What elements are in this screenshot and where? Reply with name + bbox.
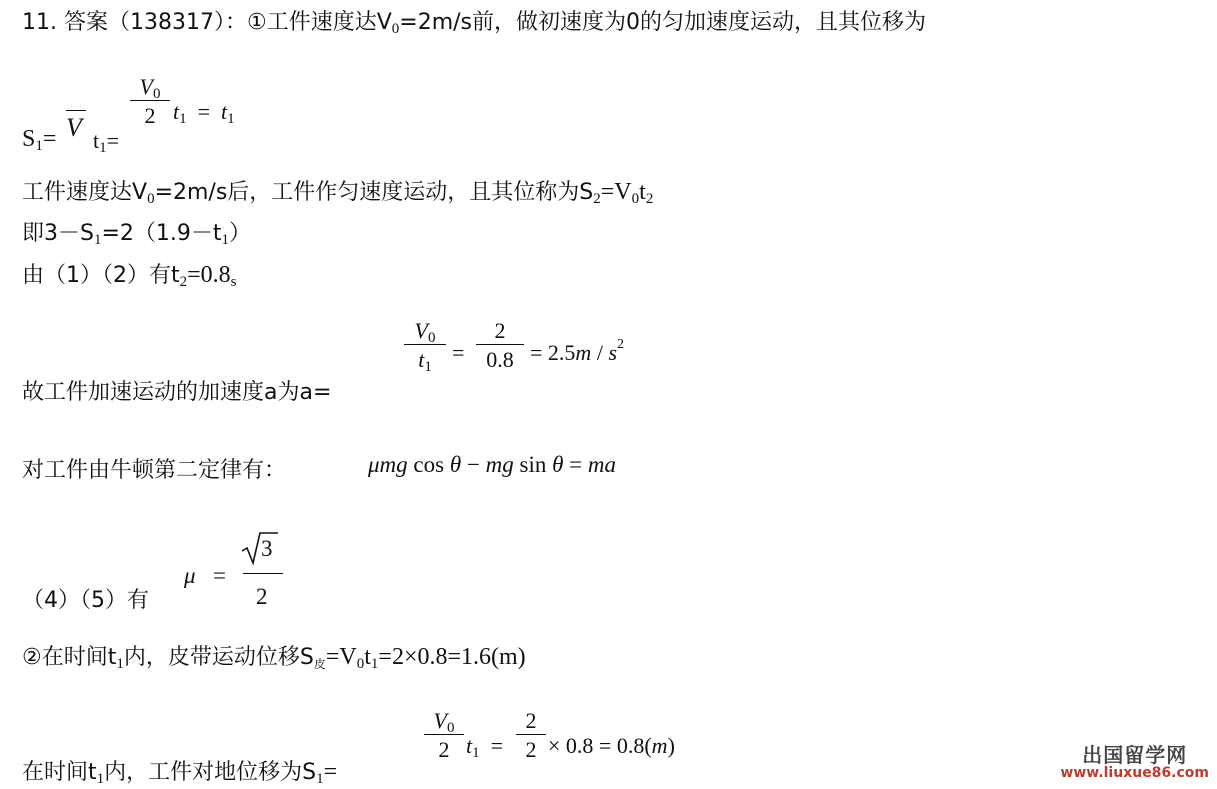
ground-fraction-1: $\frac{V_0}{2}$ bbox=[424, 708, 464, 763]
circle-1: ① bbox=[246, 10, 267, 35]
mu-fraction-bar bbox=[243, 573, 283, 574]
line9-a: 在时间t bbox=[41, 645, 117, 670]
eq1-fraction: $\frac{V_0}{2}$ bbox=[130, 74, 170, 129]
line8-label: （4）（5）有 bbox=[22, 588, 149, 613]
line-4 bbox=[22, 221, 252, 248]
line9-c: =V bbox=[325, 644, 357, 670]
line5-b: =0.8 bbox=[187, 262, 231, 288]
line3-sub2b: 2 bbox=[645, 191, 654, 207]
line5-sub2: 2 bbox=[179, 274, 188, 290]
eq1-vbar-line bbox=[66, 110, 86, 111]
newton-formula: μmg cos θ − mg sin θ = ma bbox=[368, 452, 617, 477]
line1-text-a: 工件速度达V bbox=[266, 10, 392, 35]
question-number: 11. 答案（138317）： bbox=[22, 10, 247, 35]
line10-sub1: 1 bbox=[96, 771, 105, 787]
accel-fraction-1: $\frac{V_0}{t_1}$ bbox=[404, 318, 446, 373]
circle-2: ② bbox=[22, 645, 42, 670]
mu-den: 2 bbox=[256, 584, 268, 609]
mu-eq: = bbox=[213, 563, 226, 588]
line4-sub1: 1 bbox=[93, 232, 102, 248]
line10-c: = bbox=[323, 759, 338, 785]
line10-a: 在时间t bbox=[22, 760, 97, 785]
watermark-logo bbox=[1060, 744, 1209, 781]
sqrt-sign bbox=[240, 527, 280, 567]
line3-sub0b: 0 bbox=[631, 191, 640, 207]
line9-e: =2×0.8=1.6(m) bbox=[378, 644, 526, 670]
accel-fraction-2: $\frac{2}{0.8}$ bbox=[476, 318, 524, 373]
line3-d: t bbox=[639, 179, 646, 205]
line4-sub1b: 1 bbox=[221, 232, 230, 248]
line4-c: ） bbox=[229, 221, 252, 246]
line3-sub0: 0 bbox=[147, 191, 155, 207]
line10-b: 内，工件对地位移为S bbox=[104, 760, 317, 785]
line-5 bbox=[22, 262, 237, 290]
eq1-t1: $t_1=$ bbox=[93, 128, 120, 156]
line4-a: 即3－S bbox=[22, 221, 94, 246]
watermark-url: www.liuxue86.com bbox=[1060, 764, 1209, 781]
line3-sub2: 2 bbox=[593, 191, 601, 207]
sqrt-radicand: 3 bbox=[261, 536, 273, 561]
line9-sub1: 1 bbox=[116, 656, 124, 672]
line5-sub-s: s bbox=[230, 274, 237, 290]
line3-a: 工件速度达V bbox=[22, 180, 148, 205]
ground-fraction-2: $\frac{2}{2}$ bbox=[516, 708, 546, 763]
line10-label bbox=[22, 759, 338, 787]
watermark-title: 出国留学网 bbox=[1082, 742, 1188, 767]
line-3 bbox=[22, 179, 654, 207]
accel-result: = $2.5m / s^2$ bbox=[530, 337, 624, 365]
line1-text-b: =2m/s前，做初速度为0的匀加速度运动，且其位移为 bbox=[399, 10, 926, 35]
line6-label: 故工件加速运动的加速度a为a= bbox=[22, 380, 332, 405]
line9-sub-pi: 皮 bbox=[313, 657, 326, 671]
line1-sub: 0 bbox=[391, 21, 400, 37]
line9-d: t bbox=[364, 644, 371, 670]
mu-symbol: μ bbox=[184, 563, 196, 588]
line7-label: 对工件由牛顿第二定律有： bbox=[22, 458, 287, 483]
line3-c: =V bbox=[600, 179, 632, 205]
line9-sub0: 0 bbox=[356, 656, 365, 672]
line5-a: 由（1）（2）有t bbox=[22, 263, 180, 288]
line-9 bbox=[22, 644, 526, 672]
line9-b: 内，皮带运动位移S bbox=[123, 645, 314, 670]
ground-t1: $t_1$ = bbox=[466, 733, 504, 761]
eq1-rhs: $t_1 = t_1$ bbox=[173, 99, 235, 127]
line-1 bbox=[22, 10, 926, 37]
ground-result: × 0.8 = 0.8(m) bbox=[548, 733, 675, 758]
eq1-s1: $S_1=$ bbox=[22, 126, 57, 154]
line3-b: =2m/s后，工件作匀速度运动，且其位称为S bbox=[154, 180, 594, 205]
eq1-vbar: V bbox=[66, 113, 82, 142]
accel-eq-1: = bbox=[452, 340, 465, 365]
line9-sub1b: 1 bbox=[370, 656, 379, 672]
line10-sub1b: 1 bbox=[316, 771, 324, 787]
line4-b: =2（1.9－t bbox=[101, 221, 222, 246]
